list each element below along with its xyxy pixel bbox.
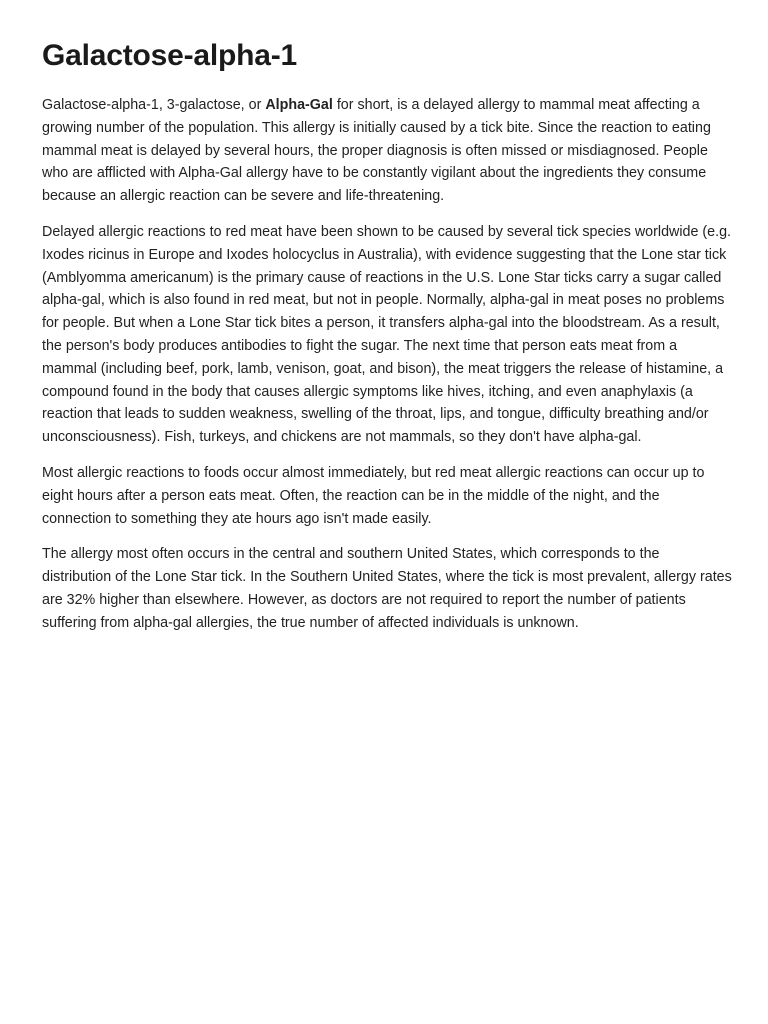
intro-text-end: for short, is a delayed allergy to mammal meat affecting a growing number of the population. This allergy is initially caused by a tick bite. Since the reaction to eating mammal meat is delayed by several hours, the proper diagnosis is often missed or misdiagnosed. People who are afflicted with Alpha-Gal allergy have to be constantly vigilant about the ingredients they consume because an allergic reaction can be severe and life-threatening. bbox=[42, 97, 711, 205]
alpha-gal-term: Alpha-Gal bbox=[265, 97, 333, 113]
document-page bbox=[42, 38, 732, 648]
distribution-paragraph: The allergy most often occurs in the central and southern United States, which corresponds to the distribution of the Lone Star tick. In the Southern United States, where the tick is most prevalent, allergy rates are 32% higher than elsewhere. However, as doctors are not required to report the number of patients suffering from alpha-gal allergies, the true number of affected individuals is unknown. bbox=[42, 546, 732, 631]
intro-paragraph bbox=[42, 94, 732, 208]
page-title: Galactose-alpha-1 bbox=[42, 39, 298, 72]
tick-species-paragraph: Delayed allergic reactions to red meat have been shown to be caused by several tick species worldwide (e.g. Ixodes ricinus in Europe and Ixodes holocyclus in Australia), with evidence suggesting that the Lone star tick (Amblyomma americanum) is the primary cause of reactions in the U.S. Lone Star ticks carry a sugar called alpha-gal, which is also found in red meat, but not in people. Normally, alpha-gal in meat poses no problems for people. But when a Lone Star tick bites a person, it transfers alpha-gal into the bloodstream. As a result, the person's body produces antibodies to fight the sugar. The next time that person eats meat from a mammal (including beef, pork, lamb, venison, goat, and bison), the meat triggers the release of histamine, a compound found in the body that causes allergic symptoms like hives, itching, and even anaphylaxis (a reaction that leads to sudden weakness, swelling of the throat, lips, and tongue, difficulty breathing and/or unconsciousness). Fish, turkeys, and chickens are not mammals, so they don't have alpha-gal. bbox=[42, 223, 732, 446]
intro-text-start: Galactose-alpha-1, 3-galactose, or bbox=[42, 97, 266, 113]
delayed-reaction-paragraph: Most allergic reactions to foods occur almost immediately, but red meat allergic reactions can occur up to eight hours after a person eats meat. Often, the reaction can be in the middle of the night, and the connection to something they ate hours ago isn't made easily. bbox=[42, 464, 705, 527]
